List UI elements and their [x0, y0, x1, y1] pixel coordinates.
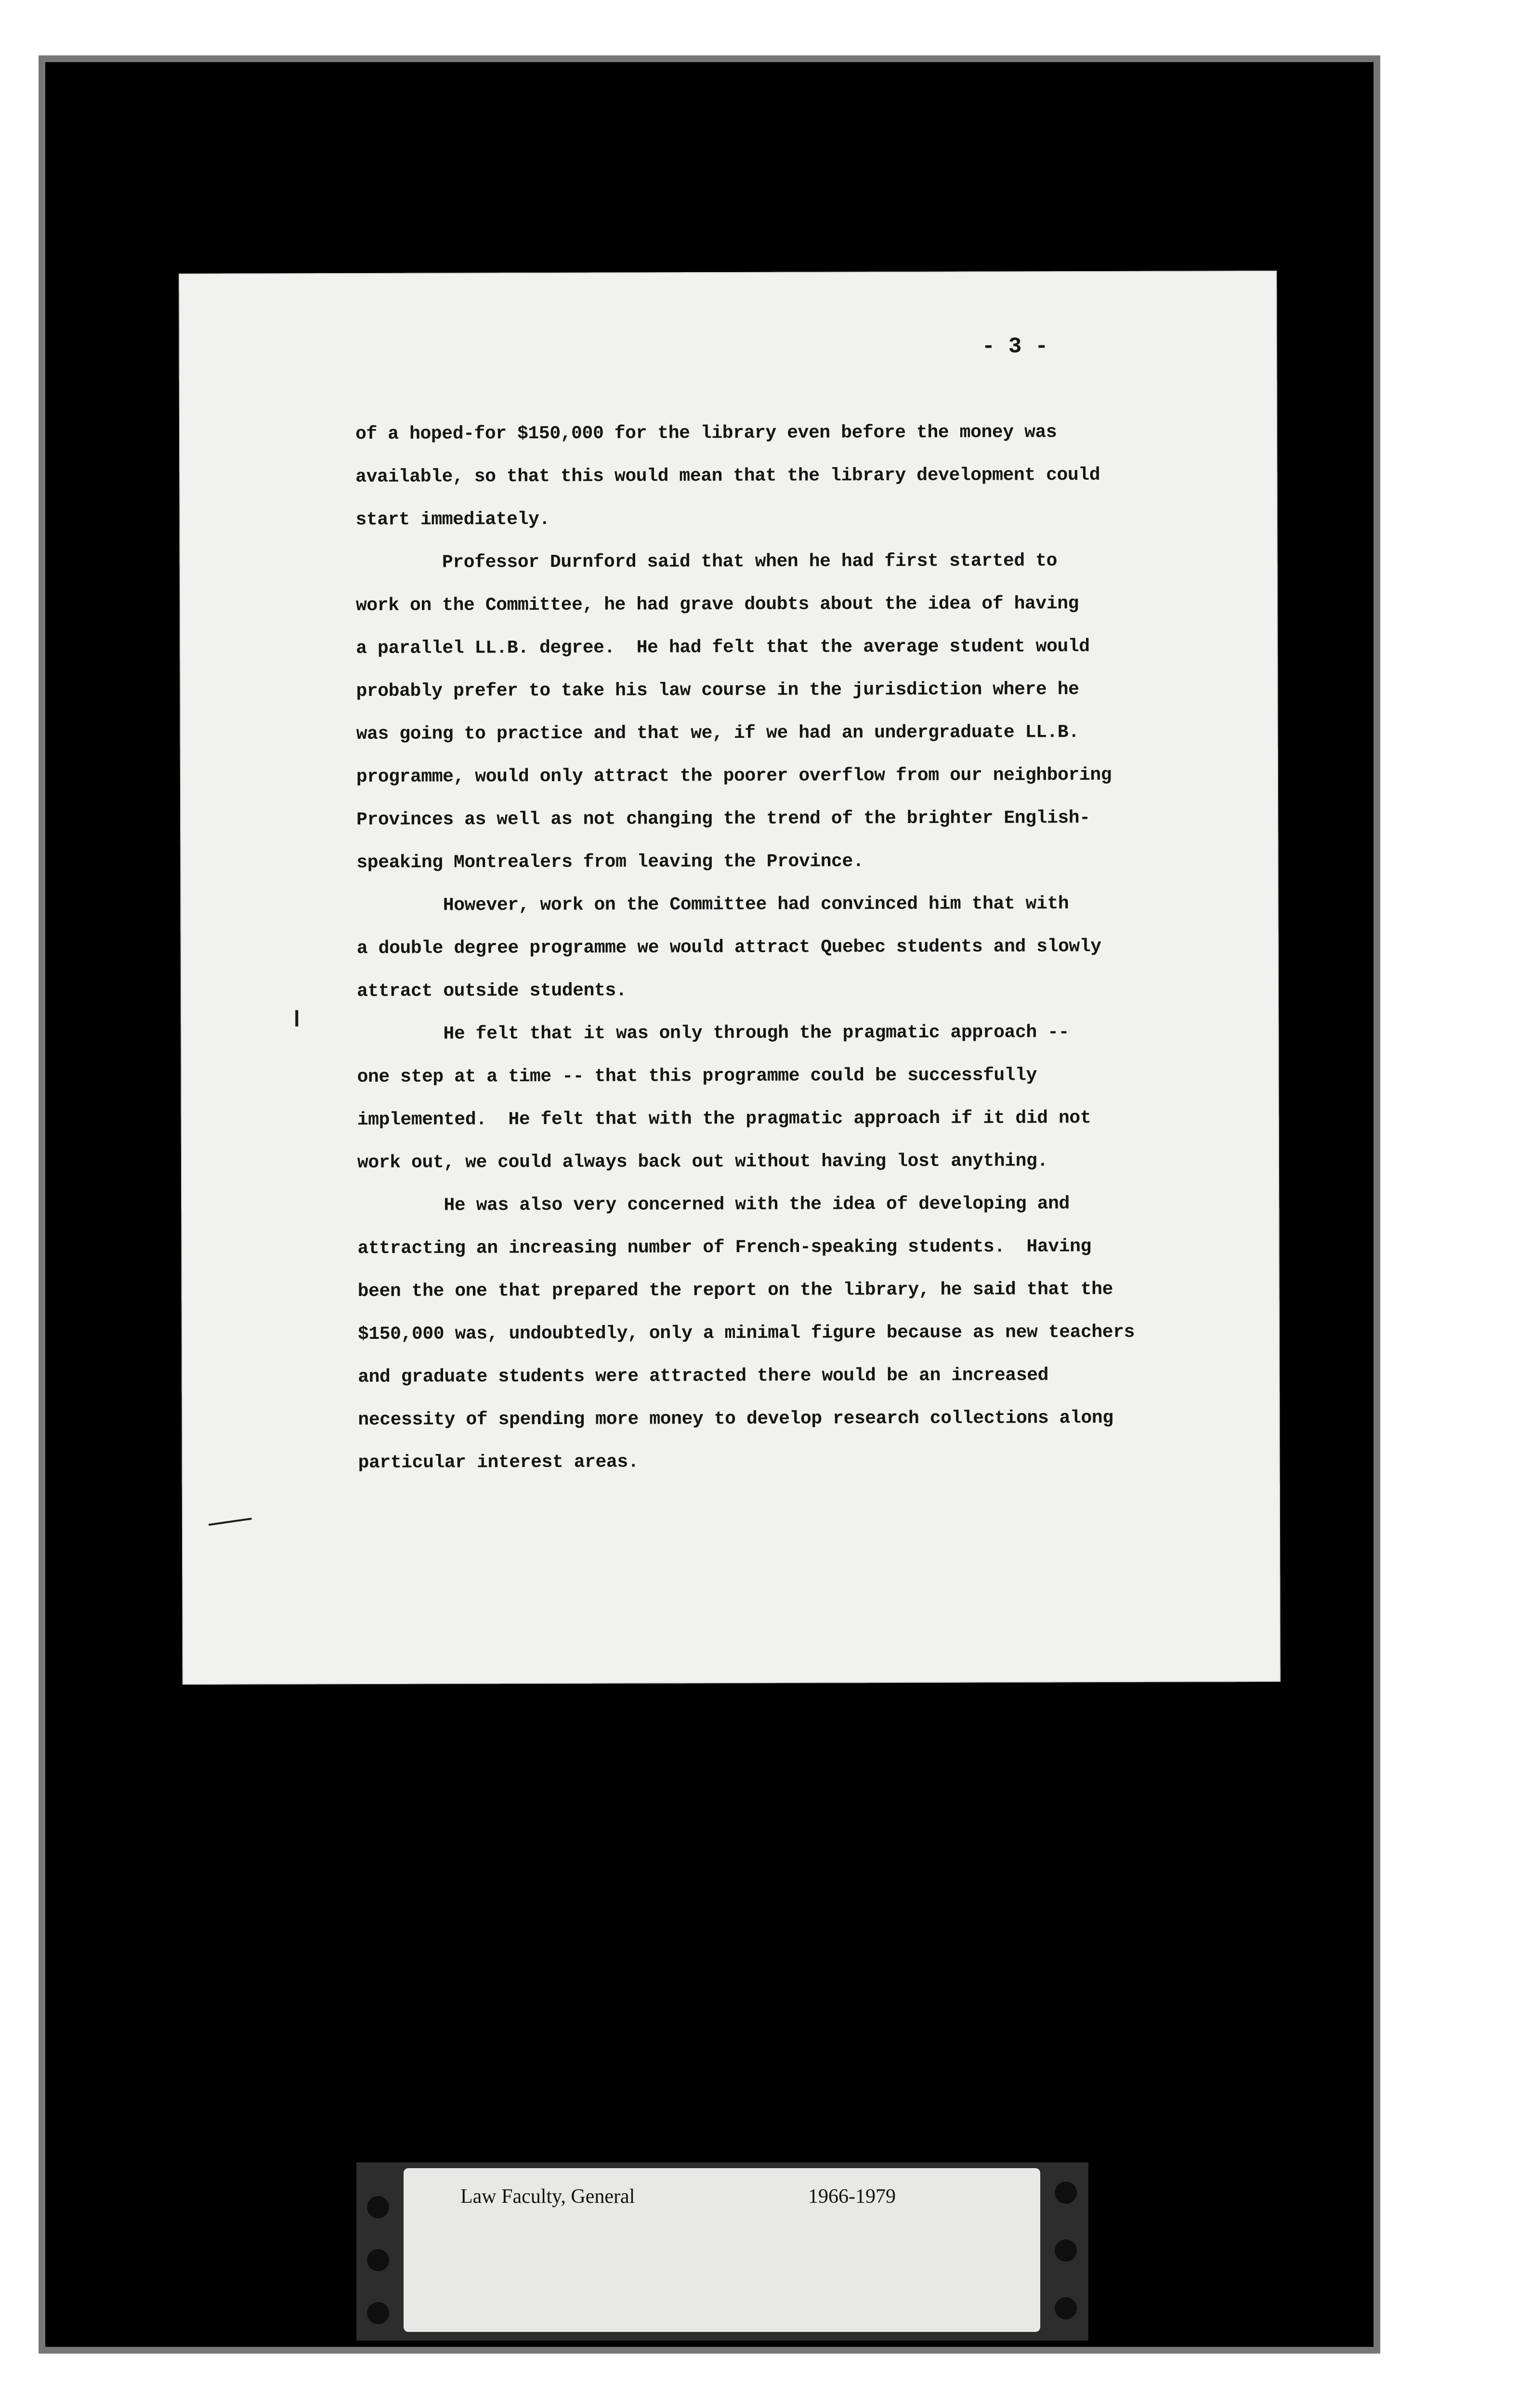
punch-hole [367, 2249, 389, 2271]
text-line: However, work on the Committee had convinced him that with [356, 893, 1069, 916]
punch-hole [1055, 2297, 1077, 2319]
punch-hole [1055, 2182, 1077, 2204]
document-body [355, 411, 1187, 1484]
text-line: attract outside students. [357, 980, 627, 1002]
text-line: programme, would only attract the poorer overflow from our neighboring [356, 764, 1112, 788]
text-line: implemented. He felt that with the pragmatic approach if it did not [357, 1108, 1091, 1131]
page-number: - 3 - [981, 334, 1048, 359]
punch-hole [1055, 2239, 1077, 2262]
archive-series-title: Law Faculty, General [460, 2186, 635, 2208]
text-line: necessity of spending more money to develop research collections along [358, 1407, 1113, 1431]
text-line: one step at a time -- that this programme could be successfully [357, 1065, 1037, 1088]
text-line: of a hoped-for $150,000 for the library even before the money was [355, 422, 1057, 445]
text-line: been the one that prepared the report on the library, he said that the [357, 1279, 1113, 1302]
text-line: a double degree programme we would attract Quebec students and slowly [356, 936, 1101, 959]
text-line: a parallel LL.B. degree. He had felt that the average student would [356, 636, 1090, 659]
text-line: He felt that it was only through the pragmatic approach -- [357, 1022, 1070, 1045]
text-line: $150,000 was, undoubtedly, only a minimal figure because as new teachers [357, 1322, 1135, 1345]
margin-mark [209, 1518, 252, 1526]
text-line: He was also very concerned with the idea of developing and [357, 1193, 1070, 1217]
text-line: particular interest areas. [358, 1452, 639, 1474]
archive-label [404, 2168, 1040, 2332]
text-line: work out, we could always back out without having lost anything. [357, 1151, 1048, 1174]
archive-label-strip [356, 2162, 1088, 2341]
text-line: Professor Durnford said that when he had first started to [355, 550, 1058, 574]
text-line: work on the Committee, he had grave doubts about the idea of having [355, 593, 1079, 616]
text-line: and graduate students were attracted there would be an increased [358, 1365, 1049, 1388]
text-line: was going to practice and that we, if we had an undergraduate LL.B. [356, 722, 1079, 745]
archive-date-range: 1966-1979 [808, 2186, 896, 2208]
text-line: speaking Montrealers from leaving the Province. [356, 851, 864, 874]
margin-mark [295, 1010, 298, 1026]
text-line: attracting an increasing number of French-speaking students. Having [357, 1236, 1091, 1259]
text-line: start immediately. [355, 509, 550, 531]
text-line: Provinces as well as not changing the trend of the brighter English- [356, 808, 1090, 831]
punch-hole [367, 2302, 389, 2324]
text-line: probably prefer to take his law course in the jurisdiction where he [356, 679, 1079, 702]
punch-hole [367, 2196, 389, 2218]
document-page [179, 271, 1281, 1685]
text-line: available, so that this would mean that the library development could [355, 464, 1100, 488]
